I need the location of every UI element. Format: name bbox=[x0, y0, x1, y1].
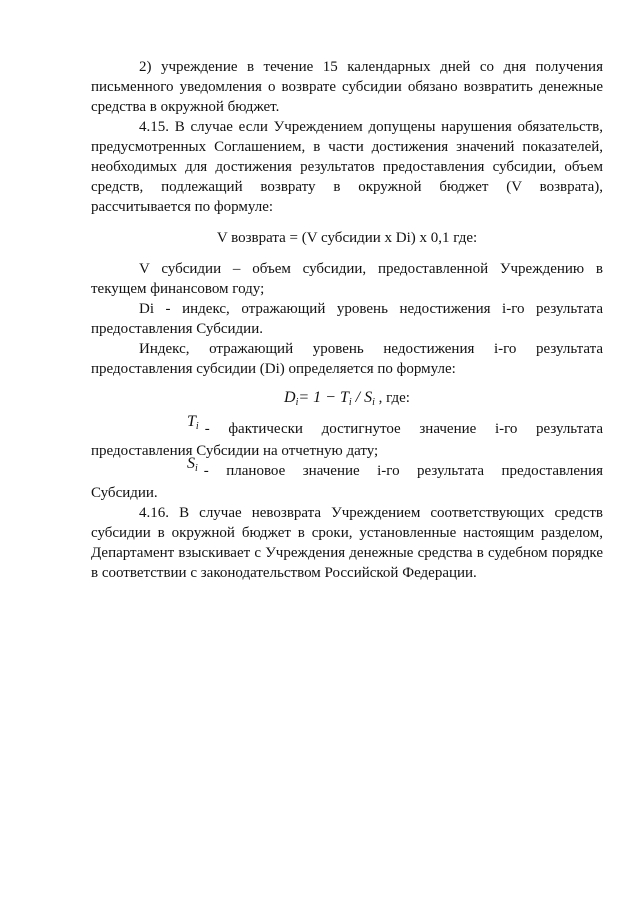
formula-t-symbol: T bbox=[339, 389, 349, 406]
formula-s-subscript: i bbox=[372, 397, 375, 408]
si-symbol bbox=[139, 454, 198, 476]
paragraph-v-subsidy-definition: V субсидии – объем субсидии, предоставленной Учреждению в текущем финансовом году; bbox=[91, 261, 603, 297]
paragraph-si-definition bbox=[91, 455, 603, 503]
formula-d-subscript: i bbox=[295, 397, 299, 408]
formula-t-subscript: i bbox=[348, 397, 352, 408]
document-body bbox=[91, 57, 603, 583]
formula-d-symbol: D bbox=[284, 389, 296, 406]
si-letter: S bbox=[187, 455, 195, 472]
paragraph-index-formula-intro: Индекс, отражающий уровень недостижения i-го результата предоставления субсидии (Di) определяется по формуле: bbox=[91, 341, 603, 377]
ti-definition-text: - фактически достигнутое значение i-го результата предоставления Субсидии на отчетную дату; bbox=[91, 421, 603, 459]
paragraph-4-15: 4.15. В случае если Учреждением допущены нарушения обязательств, предусмотренных Соглашением, в части достижения значений показателей, необходимых для достижения результатов предоставления субсидии, объем средств, подлежащий возврату в окружной бюджет (V возврата), рассчитывается по формуле: bbox=[91, 119, 603, 215]
paragraph-refund-deadline: 2) учреждение в течение 15 календарных дней со дня получения письменного уведомления о возврате субсидии обязано возвратить денежные средства в окружной бюджет. bbox=[91, 59, 603, 115]
ti-letter: T bbox=[187, 413, 196, 430]
formula-refund-volume: V возврата = (V субсидии x Di) x 0,1 где: bbox=[216, 230, 478, 246]
si-subscript: i bbox=[195, 463, 198, 474]
formula-s-symbol: S bbox=[364, 389, 373, 406]
formula-tail: , где: bbox=[374, 390, 410, 406]
ti-symbol bbox=[139, 412, 199, 434]
si-definition-text: - плановое значение i-го результата предоставления Субсидии. bbox=[91, 463, 603, 501]
formula-slash: / bbox=[351, 389, 365, 406]
formula-equals-one-minus: = 1 − bbox=[298, 389, 340, 406]
paragraph-di-definition: Di - индекс, отражающий уровень недостижения i-го результата предоставления Субсидии. bbox=[91, 301, 603, 337]
ti-subscript: i bbox=[195, 421, 199, 432]
formula-index-di bbox=[91, 388, 603, 410]
paragraph-4-16: 4.16. В случае невозврата Учреждением соответствующих средств субсидии в окружной бюджет в сроки, установленные настоящим разделом, Департамент взыскивает с Учреждения денежные средства в судебном порядке в соответствии с законодательством Российской Федерации. bbox=[91, 505, 603, 581]
